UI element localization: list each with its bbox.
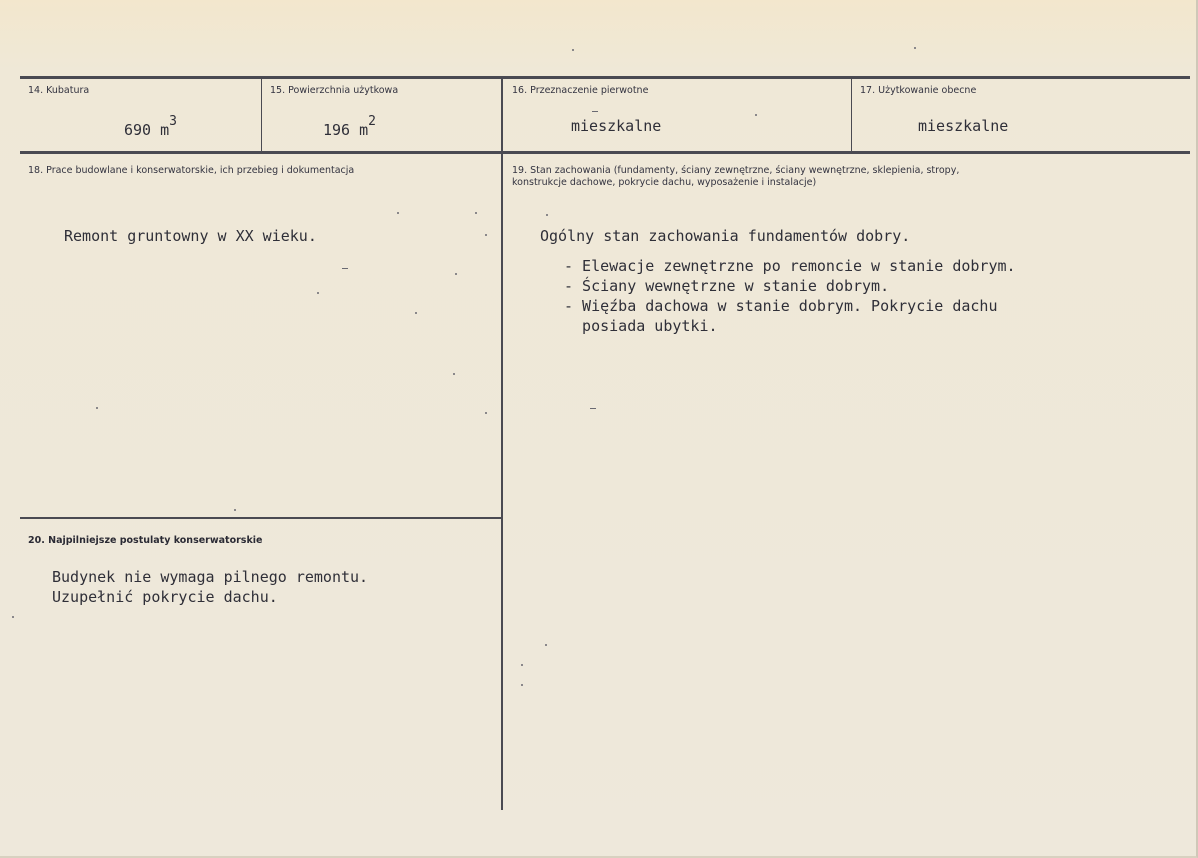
field-14-label: 14. Kubatura	[28, 85, 90, 96]
field-18-text: Remont gruntowny w XX wieku.	[64, 227, 317, 245]
field-17-label: 17. Użytkowanie obecne	[860, 85, 977, 96]
field-17-value: mieszkalne	[918, 117, 1009, 135]
kubatura-value: 690 m	[124, 121, 170, 139]
paper-speck	[485, 234, 487, 236]
paper-speck	[234, 509, 236, 511]
paper-speck	[521, 684, 523, 686]
field-15-label: 15. Powierzchnia użytkowa	[270, 85, 399, 96]
paper-speck	[755, 114, 757, 116]
field-15-value	[323, 114, 376, 139]
paper-speck	[546, 214, 548, 216]
paper-speck	[485, 412, 487, 414]
paper-speck	[415, 312, 417, 314]
paper-mark	[342, 268, 348, 269]
row2-rule-left	[20, 517, 501, 519]
field-19-item-4: posiada ubytki.	[564, 317, 718, 335]
paper-mark	[590, 408, 596, 409]
field-18-label: 18. Prace budowlane i konserwatorskie, ich przebieg i dokumentacja	[28, 165, 355, 176]
paper-speck	[397, 212, 399, 214]
field-19-label: 19. Stan zachowania (fundamenty, ściany zewnętrzne, ściany wewnętrzne, sklepienia, stropy, konstrukcje dachowe, pokrycie dachu, wyposażenie i instalacje)	[512, 165, 960, 188]
field-19-item-2: - Ściany wewnętrzne w stanie dobrym.	[564, 277, 890, 295]
col-divider-2	[501, 78, 503, 810]
paper-mark	[592, 111, 598, 112]
row1-rule	[20, 151, 1190, 154]
paper-speck	[572, 49, 574, 51]
paper-speck	[317, 292, 319, 294]
paper-speck	[521, 664, 523, 666]
top-rule	[20, 76, 1190, 79]
paper-speck	[12, 616, 14, 618]
col-divider-1	[261, 78, 262, 152]
field-20-line-2: Uzupełnić pokrycie dachu.	[52, 588, 278, 606]
col-divider-3	[851, 78, 852, 152]
paper-speck	[545, 644, 547, 646]
paper-speck	[914, 47, 916, 49]
field-20-label: 20. Najpilniejsze postulaty konserwatorskie	[28, 535, 263, 546]
field-14-value	[124, 114, 177, 139]
field-19-item-1: - Elewacje zewnętrzne po remoncie w stanie dobrym.	[564, 257, 1016, 275]
paper-speck	[475, 212, 477, 214]
paper-speck	[96, 407, 98, 409]
powierzchnia-exponent: 2	[368, 114, 376, 129]
field-16-value: mieszkalne	[571, 117, 662, 135]
field-16-label: 16. Przeznaczenie pierwotne	[512, 85, 649, 96]
field-19-item-3: - Więźba dachowa w stanie dobrym. Pokrycie dachu	[564, 297, 998, 315]
powierzchnia-value: 196 m	[323, 121, 369, 139]
kubatura-exponent: 3	[169, 114, 177, 129]
field-19-intro: Ogólny stan zachowania fundamentów dobry.	[540, 227, 911, 245]
paper-speck	[455, 273, 457, 275]
field-20-line-1: Budynek nie wymaga pilnego remontu.	[52, 568, 369, 586]
paper-speck	[453, 373, 455, 375]
